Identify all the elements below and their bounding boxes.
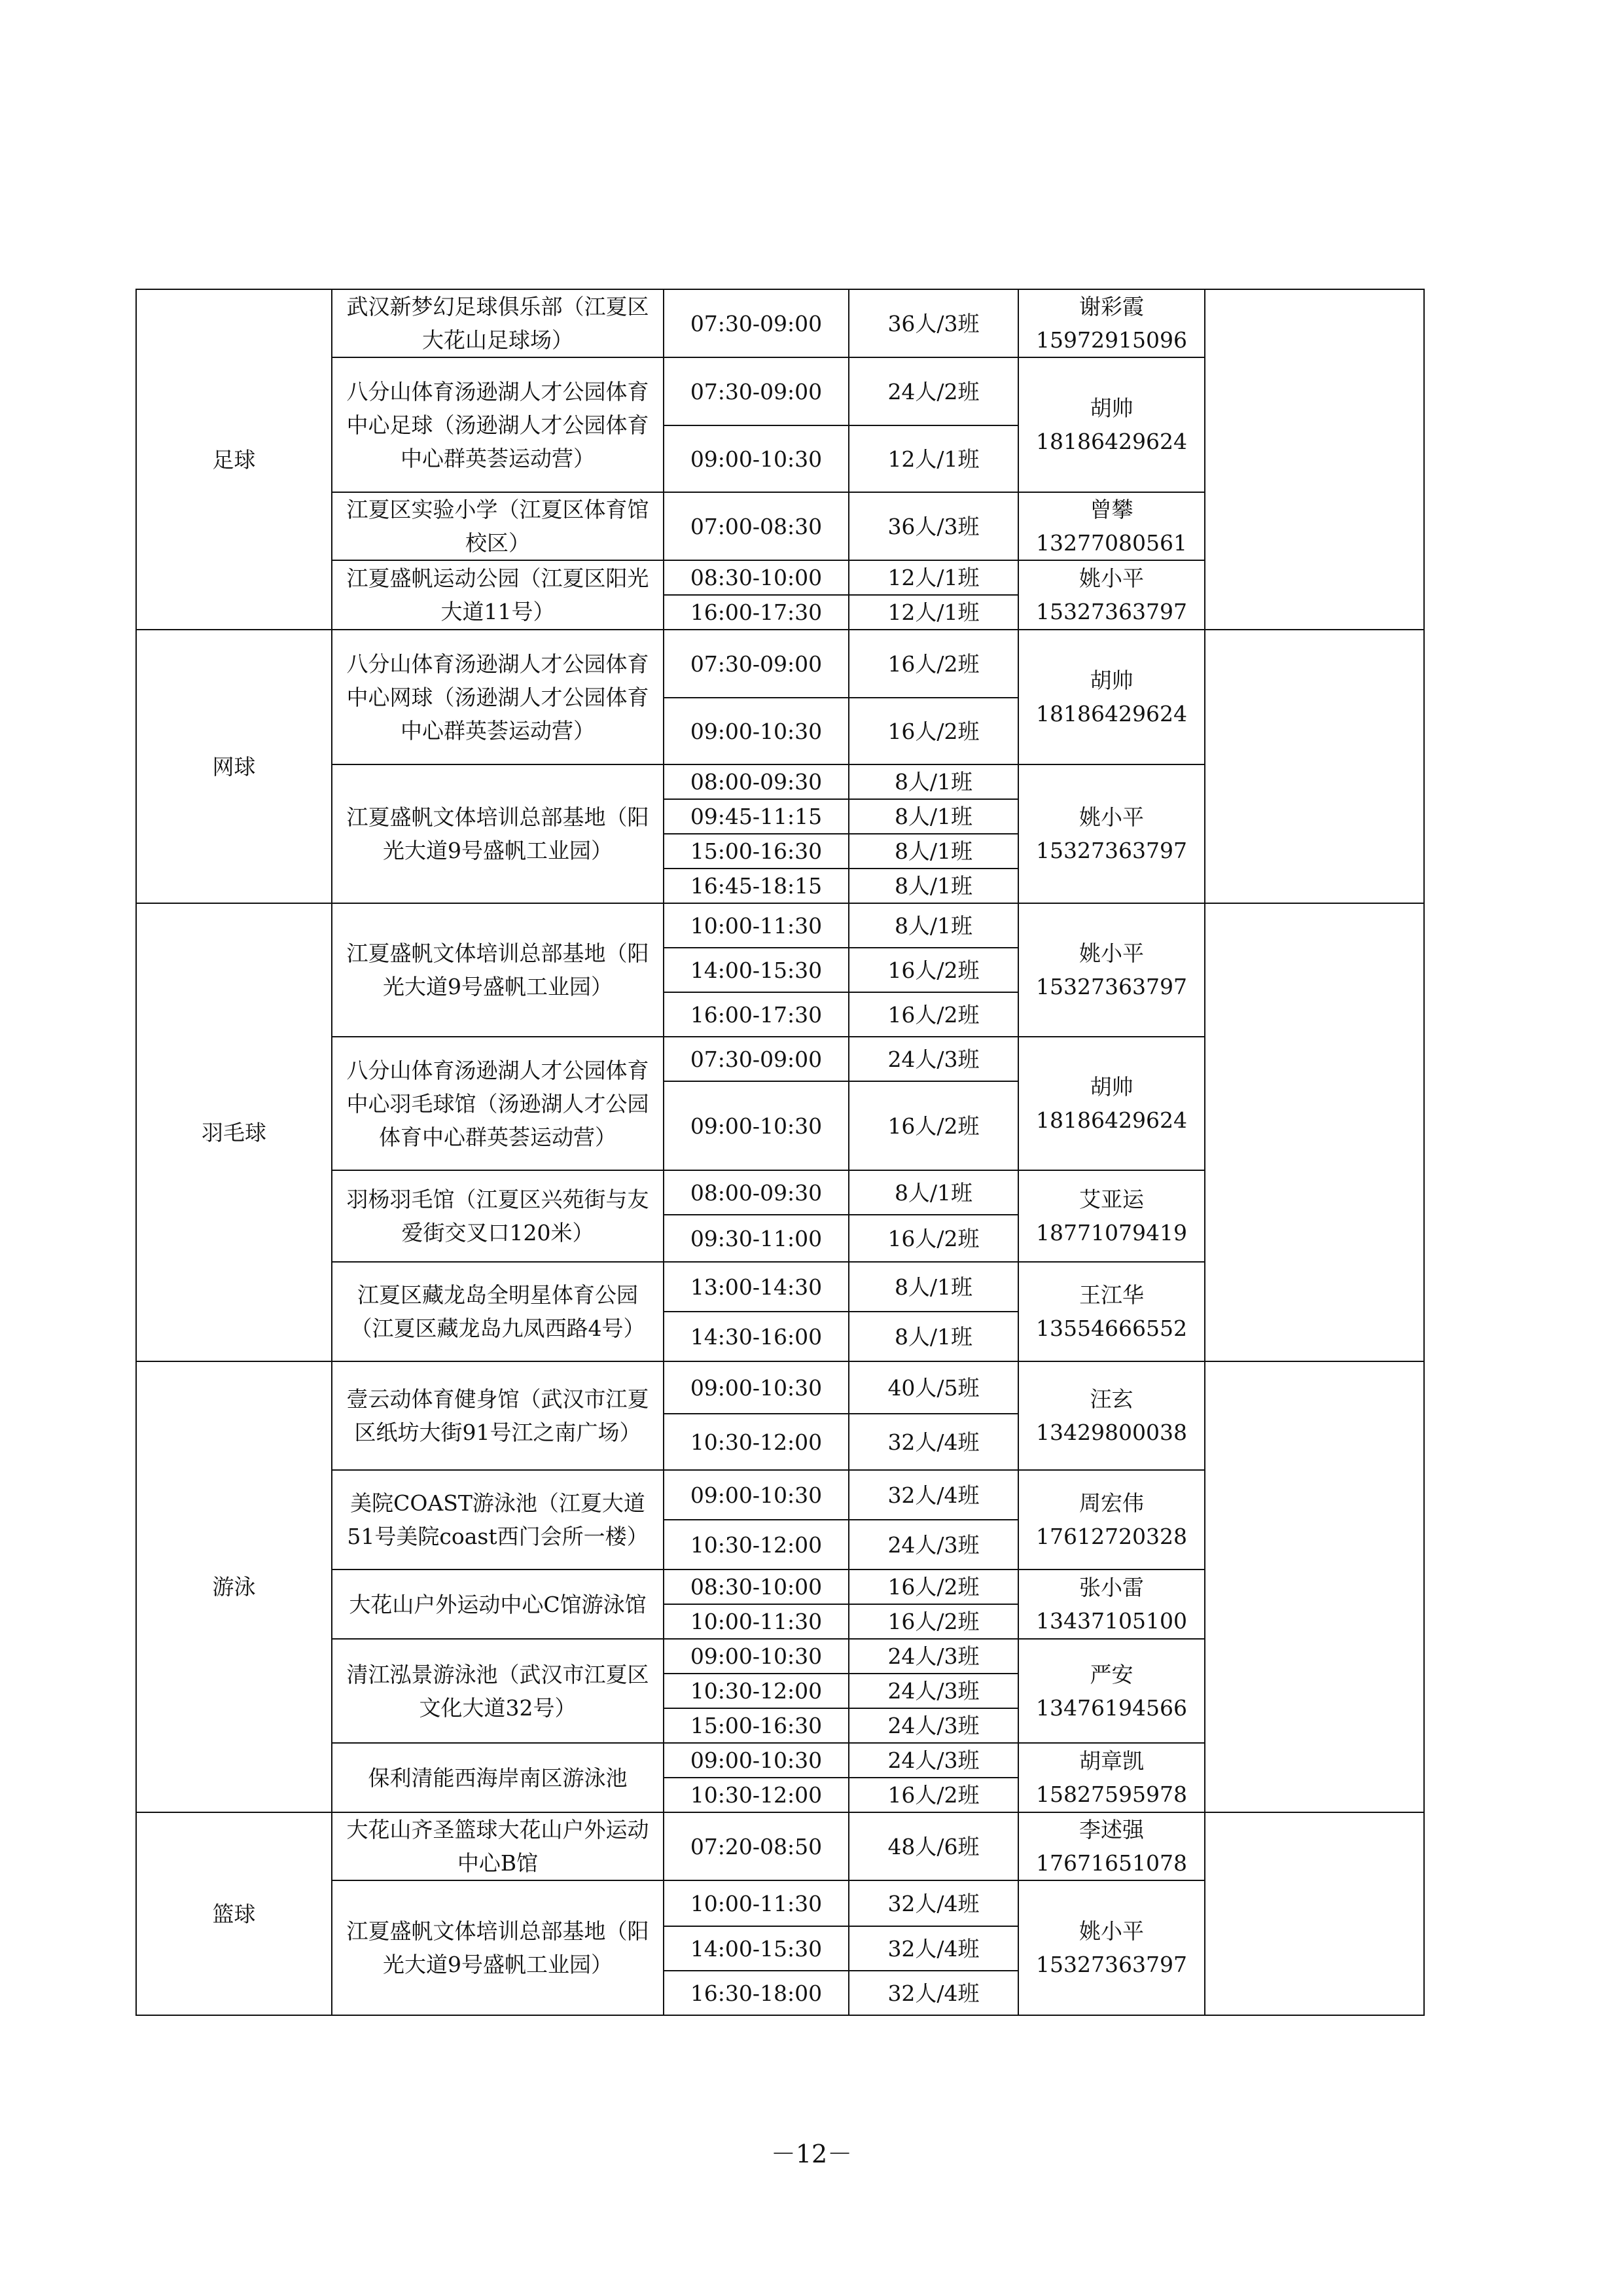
quota-cell: 24人/3班 bbox=[849, 1037, 1018, 1081]
table-row bbox=[136, 289, 1424, 357]
contact-phone: 15827595978 bbox=[1036, 1782, 1187, 1807]
contact-cell bbox=[1018, 560, 1205, 630]
contact-name: 严安 bbox=[1090, 1661, 1133, 1687]
note-cell bbox=[1205, 1812, 1424, 2015]
quota-cell: 24人/3班 bbox=[849, 1743, 1018, 1778]
note-cell bbox=[1205, 903, 1424, 1361]
time-cell: 08:30-10:00 bbox=[664, 1570, 849, 1604]
quota-cell: 16人/2班 bbox=[849, 1081, 1018, 1170]
quota-cell: 8人/1班 bbox=[849, 903, 1018, 948]
time-cell: 10:00-11:30 bbox=[664, 1880, 849, 1926]
quota-cell: 8人/1班 bbox=[849, 869, 1018, 903]
contact-name: 周宏伟 bbox=[1079, 1490, 1144, 1516]
contact-phone: 18186429624 bbox=[1036, 701, 1187, 726]
time-cell: 10:30-12:00 bbox=[664, 1520, 849, 1570]
time-cell: 07:30-09:00 bbox=[664, 1037, 849, 1081]
contact-cell bbox=[1018, 1743, 1205, 1812]
time-cell: 16:45-18:15 bbox=[664, 869, 849, 903]
quota-cell: 24人/3班 bbox=[849, 1708, 1018, 1743]
contact-name: 曾攀 bbox=[1090, 497, 1133, 522]
quota-cell: 8人/1班 bbox=[849, 1170, 1018, 1215]
contact-cell bbox=[1018, 1880, 1205, 2015]
quota-cell: 48人/6班 bbox=[849, 1812, 1018, 1880]
venue-cell: 壹云动体育健身馆（武汉市江夏区纸坊大街91号江之南广场） bbox=[332, 1361, 664, 1470]
contact-name: 胡帅 bbox=[1090, 668, 1133, 693]
contact-phone: 13476194566 bbox=[1036, 1695, 1187, 1721]
table-row bbox=[136, 1361, 1424, 1414]
contact-name: 张小雷 bbox=[1079, 1575, 1144, 1600]
contact-cell bbox=[1018, 492, 1205, 560]
venue-cell: 江夏盛帆运动公园（江夏区阳光大道11号） bbox=[332, 560, 664, 630]
contact-cell bbox=[1018, 1812, 1205, 1880]
time-cell: 09:00-10:30 bbox=[664, 1361, 849, 1414]
contact-name: 胡章凯 bbox=[1079, 1748, 1144, 1774]
contact-phone: 13554666552 bbox=[1036, 1316, 1187, 1341]
contact-cell bbox=[1018, 289, 1205, 357]
contact-cell bbox=[1018, 903, 1205, 1037]
time-cell: 16:00-17:30 bbox=[664, 992, 849, 1037]
quota-cell: 24人/2班 bbox=[849, 357, 1018, 425]
quota-cell: 32人/4班 bbox=[849, 1414, 1018, 1470]
contact-name: 姚小平 bbox=[1079, 941, 1144, 966]
contact-phone: 13437105100 bbox=[1036, 1608, 1187, 1634]
contact-name: 胡帅 bbox=[1090, 1074, 1133, 1100]
time-cell: 09:00-10:30 bbox=[664, 1081, 849, 1170]
contact-name: 胡帅 bbox=[1090, 395, 1133, 421]
time-cell: 16:00-17:30 bbox=[664, 595, 849, 630]
venue-cell: 八分山体育汤逊湖人才公园体育中心网球（汤逊湖人才公园体育中心群英荟运动营） bbox=[332, 630, 664, 764]
quota-cell: 12人/1班 bbox=[849, 560, 1018, 595]
venue-cell: 八分山体育汤逊湖人才公园体育中心足球（汤逊湖人才公园体育中心群英荟运动营） bbox=[332, 357, 664, 492]
venue-cell: 保利清能西海岸南区游泳池 bbox=[332, 1743, 664, 1812]
schedule-body bbox=[136, 289, 1424, 2015]
contact-cell bbox=[1018, 1170, 1205, 1262]
time-cell: 13:00-14:30 bbox=[664, 1262, 849, 1312]
contact-cell bbox=[1018, 1570, 1205, 1639]
quota-cell: 40人/5班 bbox=[849, 1361, 1018, 1414]
venue-cell: 江夏盛帆文体培训总部基地（阳光大道9号盛帆工业园） bbox=[332, 903, 664, 1037]
quota-cell: 8人/1班 bbox=[849, 834, 1018, 869]
table-row bbox=[136, 1812, 1424, 1880]
time-cell: 07:30-09:00 bbox=[664, 289, 849, 357]
time-cell: 15:00-16:30 bbox=[664, 834, 849, 869]
time-cell: 10:00-11:30 bbox=[664, 903, 849, 948]
contact-name: 王江华 bbox=[1079, 1282, 1144, 1308]
venue-cell: 八分山体育汤逊湖人才公园体育中心羽毛球馆（汤逊湖人才公园体育中心群英荟运动营） bbox=[332, 1037, 664, 1170]
time-cell: 07:20-08:50 bbox=[664, 1812, 849, 1880]
venue-cell: 大花山户外运动中心C馆游泳馆 bbox=[332, 1570, 664, 1639]
contact-name: 姚小平 bbox=[1079, 804, 1144, 830]
contact-phone: 18186429624 bbox=[1036, 1107, 1187, 1133]
contact-name: 汪玄 bbox=[1090, 1386, 1133, 1412]
quota-cell: 32人/4班 bbox=[849, 1470, 1018, 1520]
venue-cell: 美院COAST游泳池（江夏大道51号美院coast西门会所一楼） bbox=[332, 1470, 664, 1570]
contact-cell bbox=[1018, 1639, 1205, 1743]
contact-phone: 15327363797 bbox=[1036, 838, 1187, 863]
quota-cell: 16人/2班 bbox=[849, 698, 1018, 764]
quota-cell: 8人/1班 bbox=[849, 1262, 1018, 1312]
contact-cell bbox=[1018, 1361, 1205, 1470]
sport-cell: 足球 bbox=[136, 289, 332, 630]
time-cell: 16:30-18:00 bbox=[664, 1971, 849, 2015]
quota-cell: 24人/3班 bbox=[849, 1639, 1018, 1674]
contact-cell bbox=[1018, 764, 1205, 903]
time-cell: 07:30-09:00 bbox=[664, 630, 849, 698]
quota-cell: 16人/2班 bbox=[849, 630, 1018, 698]
sport-cell: 网球 bbox=[136, 630, 332, 903]
time-cell: 09:00-10:30 bbox=[664, 1470, 849, 1520]
venue-cell: 武汉新梦幻足球俱乐部（江夏区大花山足球场） bbox=[332, 289, 664, 357]
venue-cell: 清江泓景游泳池（武汉市江夏区文化大道32号） bbox=[332, 1639, 664, 1743]
time-cell: 10:30-12:00 bbox=[664, 1414, 849, 1470]
contact-phone: 15327363797 bbox=[1036, 599, 1187, 624]
quota-cell: 16人/2班 bbox=[849, 1570, 1018, 1604]
contact-name: 姚小平 bbox=[1079, 1918, 1144, 1944]
time-cell: 09:45-11:15 bbox=[664, 799, 849, 834]
time-cell: 14:00-15:30 bbox=[664, 1926, 849, 1971]
contact-phone: 15327363797 bbox=[1036, 974, 1187, 999]
contact-name: 谢彩霞 bbox=[1079, 294, 1144, 319]
time-cell: 08:00-09:30 bbox=[664, 764, 849, 799]
time-cell: 10:30-12:00 bbox=[664, 1674, 849, 1708]
contact-phone: 17612720328 bbox=[1036, 1524, 1187, 1549]
contact-phone: 15972915096 bbox=[1036, 327, 1187, 353]
time-cell: 14:00-15:30 bbox=[664, 948, 849, 992]
quota-cell: 8人/1班 bbox=[849, 1312, 1018, 1361]
time-cell: 09:30-11:00 bbox=[664, 1215, 849, 1262]
note-cell bbox=[1205, 289, 1424, 630]
contact-name: 姚小平 bbox=[1079, 565, 1144, 591]
note-cell bbox=[1205, 630, 1424, 903]
contact-phone: 15327363797 bbox=[1036, 1952, 1187, 1977]
time-cell: 08:30-10:00 bbox=[664, 560, 849, 595]
quota-cell: 36人/3班 bbox=[849, 492, 1018, 560]
contact-cell bbox=[1018, 1470, 1205, 1570]
contact-cell bbox=[1018, 1037, 1205, 1170]
contact-phone: 17671651078 bbox=[1036, 1850, 1187, 1876]
venue-cell: 江夏盛帆文体培训总部基地（阳光大道9号盛帆工业园） bbox=[332, 764, 664, 903]
sport-cell: 游泳 bbox=[136, 1361, 332, 1812]
time-cell: 07:30-09:00 bbox=[664, 357, 849, 425]
contact-cell bbox=[1018, 1262, 1205, 1361]
quota-cell: 8人/1班 bbox=[849, 799, 1018, 834]
contact-cell bbox=[1018, 630, 1205, 764]
contact-phone: 18771079419 bbox=[1036, 1220, 1187, 1246]
contact-phone: 13429800038 bbox=[1036, 1420, 1187, 1445]
time-cell: 10:00-11:30 bbox=[664, 1604, 849, 1639]
quota-cell: 16人/2班 bbox=[849, 948, 1018, 992]
time-cell: 10:30-12:00 bbox=[664, 1778, 849, 1812]
venue-cell: 江夏区实验小学（江夏区体育馆校区） bbox=[332, 492, 664, 560]
schedule-table bbox=[135, 289, 1425, 2016]
contact-phone: 18186429624 bbox=[1036, 429, 1187, 454]
quota-cell: 24人/3班 bbox=[849, 1520, 1018, 1570]
quota-cell: 16人/2班 bbox=[849, 992, 1018, 1037]
sport-cell: 羽毛球 bbox=[136, 903, 332, 1361]
time-cell: 08:00-09:30 bbox=[664, 1170, 849, 1215]
venue-cell: 大花山齐圣篮球大花山户外运动中心B馆 bbox=[332, 1812, 664, 1880]
quota-cell: 36人/3班 bbox=[849, 289, 1018, 357]
quota-cell: 12人/1班 bbox=[849, 595, 1018, 630]
quota-cell: 32人/4班 bbox=[849, 1880, 1018, 1926]
contact-cell bbox=[1018, 357, 1205, 492]
time-cell: 09:00-10:30 bbox=[664, 1743, 849, 1778]
quota-cell: 16人/2班 bbox=[849, 1778, 1018, 1812]
quota-cell: 16人/2班 bbox=[849, 1604, 1018, 1639]
contact-phone: 13277080561 bbox=[1036, 530, 1187, 556]
quota-cell: 24人/3班 bbox=[849, 1674, 1018, 1708]
note-cell bbox=[1205, 1361, 1424, 1812]
time-cell: 09:00-10:30 bbox=[664, 698, 849, 764]
venue-cell: 江夏区藏龙岛全明星体育公园（江夏区藏龙岛九凤西路4号） bbox=[332, 1262, 664, 1361]
contact-name: 艾亚运 bbox=[1079, 1187, 1144, 1212]
quota-cell: 12人/1班 bbox=[849, 425, 1018, 492]
quota-cell: 32人/4班 bbox=[849, 1971, 1018, 2015]
sport-cell: 篮球 bbox=[136, 1812, 332, 2015]
venue-cell: 羽杨羽毛馆（江夏区兴苑街与友爱街交叉口120米） bbox=[332, 1170, 664, 1262]
contact-name: 李述强 bbox=[1079, 1817, 1144, 1842]
quota-cell: 16人/2班 bbox=[849, 1215, 1018, 1262]
page-number: －12－ bbox=[770, 2140, 853, 2168]
quota-cell: 32人/4班 bbox=[849, 1926, 1018, 1971]
time-cell: 09:00-10:30 bbox=[664, 1639, 849, 1674]
time-cell: 15:00-16:30 bbox=[664, 1708, 849, 1743]
time-cell: 14:30-16:00 bbox=[664, 1312, 849, 1361]
time-cell: 09:00-10:30 bbox=[664, 425, 849, 492]
time-cell: 07:00-08:30 bbox=[664, 492, 849, 560]
quota-cell: 8人/1班 bbox=[849, 764, 1018, 799]
table-row bbox=[136, 630, 1424, 698]
venue-cell: 江夏盛帆文体培训总部基地（阳光大道9号盛帆工业园） bbox=[332, 1880, 664, 2015]
table-row bbox=[136, 903, 1424, 948]
